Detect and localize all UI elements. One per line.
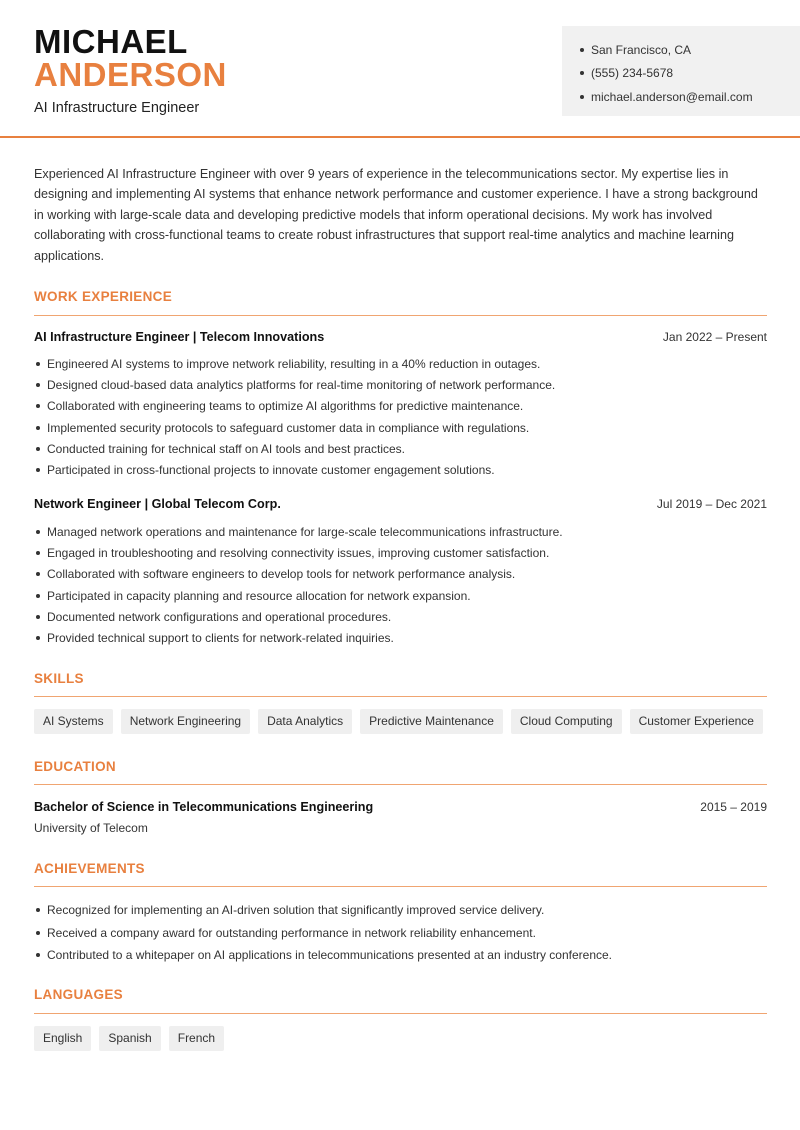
list-item: Documented network configurations and operational procedures.: [34, 609, 767, 630]
contact-phone: [580, 62, 800, 86]
achievements-heading: ACHIEVEMENTS: [34, 861, 145, 876]
list-item: Received a company award for outstanding performance in network reliability enhancement.: [34, 925, 767, 948]
skill-chip: AI Systems: [34, 709, 113, 734]
job-bullets: [34, 356, 767, 483]
section-divider: [34, 886, 767, 887]
contact-box: [562, 26, 800, 116]
skill-chip: Predictive Maintenance: [360, 709, 503, 734]
bullet-icon: [580, 95, 584, 99]
bullet-icon: [580, 71, 584, 75]
list-item: Contributed to a whitepaper on AI applications in telecommunications presented at an industry conference.: [34, 947, 767, 970]
list-item: Collaborated with engineering teams to optimize AI algorithms for predictive maintenance.: [34, 398, 767, 419]
list-item: Implemented security protocols to safeguard customer data in compliance with regulations.: [34, 420, 767, 441]
section-divider: [34, 315, 767, 316]
list-item: Conducted training for technical staff on AI tools and best practices.: [34, 441, 767, 462]
section-divider: [34, 784, 767, 785]
section-divider: [34, 1013, 767, 1014]
skill-chip: Customer Experience: [630, 709, 763, 734]
language-chip: Spanish: [99, 1026, 160, 1051]
language-chip: French: [169, 1026, 224, 1051]
bullet-icon: [580, 48, 584, 52]
last-name: ANDERSON: [34, 56, 227, 93]
skill-chip: Cloud Computing: [511, 709, 622, 734]
contact-location-text: San Francisco, CA: [591, 42, 692, 57]
list-item: Managed network operations and maintenance for large-scale telecommunications infrastructure.: [34, 524, 767, 545]
job-role: Network Engineer | Global Telecom Corp.: [34, 497, 281, 511]
contact-email-text: michael.anderson@email.com: [591, 89, 753, 104]
job-dates: Jan 2022 – Present: [662, 330, 767, 344]
job-bullets: [34, 524, 767, 651]
languages-list: [34, 1026, 224, 1051]
skill-chip: Network Engineering: [121, 709, 250, 734]
skills-heading: SKILLS: [34, 671, 84, 686]
list-item: Recognized for implementing an AI-driven solution that significantly improved service delivery.: [34, 902, 767, 925]
contact-email: [580, 85, 800, 109]
list-item: Engaged in troubleshooting and resolving connectivity issues, improving customer satisfaction.: [34, 545, 767, 566]
education-heading: EDUCATION: [34, 759, 116, 774]
job-header: [34, 330, 767, 348]
list-item: Designed cloud-based data analytics platforms for real-time monitoring of network performance.: [34, 377, 767, 398]
education-degree: Bachelor of Science in Telecommunications Engineering: [34, 800, 374, 814]
list-item: Participated in cross-functional projects to innovate customer engagement solutions.: [34, 462, 767, 483]
first-name: MICHAEL: [34, 23, 188, 60]
list-item: Provided technical support to clients for network-related inquiries.: [34, 630, 767, 651]
list-item: Engineered AI systems to improve network reliability, resulting in a 40% reduction in outages.: [34, 356, 767, 377]
summary-paragraph: Experienced AI Infrastructure Engineer with over 9 years of experience in the telecommunications sector. My expertise lies in designing and implementing AI systems that enhance network performance and customer experience. I have a strong background in working with large-scale data and developing predictive models that inform operational decisions. My work has involved collaborating with cross-functional teams to create robust infrastructures that support real-time analytics and machine learning applications.: [34, 167, 758, 263]
section-divider: [34, 696, 767, 697]
education-school: University of Telecom: [34, 821, 148, 835]
list-item: Participated in capacity planning and resource allocation for network expansion.: [34, 588, 767, 609]
work-experience-heading: WORK EXPERIENCE: [34, 289, 173, 304]
job-title: AI Infrastructure Engineer: [34, 100, 200, 116]
language-chip: English: [34, 1026, 91, 1051]
list-item: Collaborated with software engineers to develop tools for network performance analysis.: [34, 566, 767, 587]
contact-location: [580, 38, 800, 62]
skill-chip: Data Analytics: [258, 709, 352, 734]
achievements-list: [34, 902, 767, 970]
skills-list: [34, 709, 763, 734]
languages-heading: LANGUAGES: [34, 987, 123, 1002]
job-dates: Jul 2019 – Dec 2021: [656, 497, 767, 511]
job-header: [34, 497, 767, 515]
education-dates: 2015 – 2019: [700, 800, 767, 814]
resume-header: [0, 0, 800, 138]
contact-phone-text: (555) 234-5678: [591, 66, 674, 81]
job-role: AI Infrastructure Engineer | Telecom Innovations: [34, 330, 325, 344]
